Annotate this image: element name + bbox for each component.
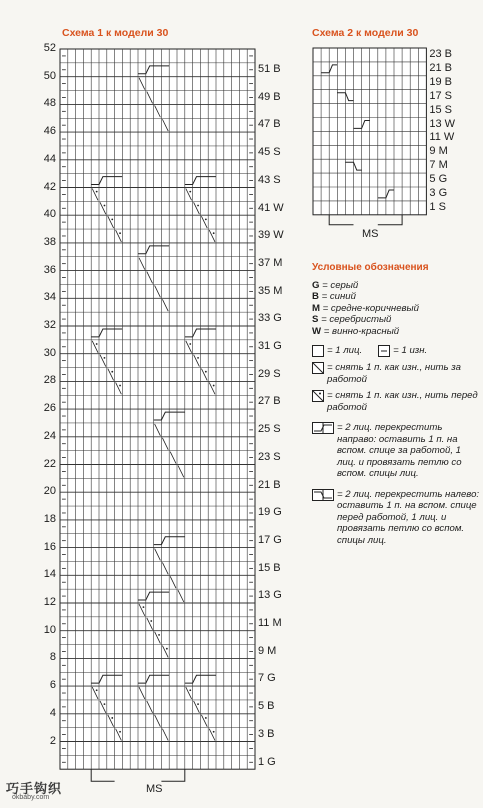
slip-front-dot xyxy=(189,689,191,691)
slip-front-dot xyxy=(96,343,98,345)
legend-color-g: G = серый xyxy=(312,279,359,291)
legend-color-m: M = средне-коричневый xyxy=(312,302,419,314)
row-number: 4 xyxy=(49,706,56,719)
row-number: 10 xyxy=(43,623,56,636)
row-number: 38 xyxy=(43,235,56,248)
chart2-row-label: 5 G xyxy=(429,173,448,186)
slip-front-dot xyxy=(119,385,121,387)
legend-slip-back: = снять 1 п. как изн., нить за работой xyxy=(312,362,480,385)
row-label: 31 G xyxy=(258,340,282,352)
slip-front-dot xyxy=(189,343,191,345)
purl-stitch-icon xyxy=(378,345,390,357)
row-number: 50 xyxy=(43,69,56,82)
slip-front-dot xyxy=(158,634,160,636)
row-number: 12 xyxy=(43,596,56,608)
row-label: 17 G xyxy=(258,533,282,546)
slip-front-dot xyxy=(213,731,215,733)
row-number: 18 xyxy=(43,512,56,525)
row-number: 20 xyxy=(43,485,56,498)
row-label: 49 B xyxy=(258,90,281,103)
slip-front-dot xyxy=(119,232,121,234)
chart2-row-label: 7 M xyxy=(429,159,448,172)
row-label: 23 S xyxy=(258,450,281,463)
cross-right-icon xyxy=(312,422,334,434)
row-label: 11 M xyxy=(258,617,282,629)
chart2-row-label: 9 M xyxy=(429,145,448,158)
slip-front-dot xyxy=(197,703,199,705)
slip-front-dot xyxy=(96,689,98,691)
row-number: 36 xyxy=(43,263,56,276)
chart2-row-label: 17 S xyxy=(429,89,453,102)
legend-cross-left: = 2 лиц. перекрестить налево: оставить 1 п. на вспом. спице перед работой, 1 лиц. и провязать петлю со вспом. спицы лиц. xyxy=(312,489,480,547)
row-number: 24 xyxy=(43,429,56,442)
legend-slip-front: = снять 1 п. как изн., нить перед работой xyxy=(312,390,480,413)
row-label: 43 S xyxy=(258,173,281,186)
legend-color-w: W = винно-красный xyxy=(312,325,400,337)
row-number: 6 xyxy=(49,679,56,692)
slip-front-dot xyxy=(111,218,113,220)
row-number: 34 xyxy=(43,291,56,304)
slip-front-dot xyxy=(111,371,113,373)
legend-cross-right: = 2 лиц. перекрестить направо: оставить 1 п. на вспом. спице за работой, 1 лиц. и провязать петлю со вспом. спицы лиц. xyxy=(312,422,480,480)
chart1-ms-bracket-right xyxy=(161,769,184,781)
chart2-row-label: 19 B xyxy=(429,75,453,88)
row-label: 45 S xyxy=(258,146,281,159)
watermark-logo: 巧手钩织 xyxy=(6,781,63,796)
row-label: 25 S xyxy=(258,423,281,436)
chart2-ms-label: MS xyxy=(362,228,379,240)
row-label: 47 B xyxy=(258,118,281,131)
row-number: 46 xyxy=(43,125,56,138)
row-label: 29 S xyxy=(258,367,281,380)
slip-front-dot xyxy=(111,717,113,719)
chart1-ms-label: MS xyxy=(146,783,163,795)
slip-front-dot xyxy=(205,717,207,719)
chart2-row-label: 3 G xyxy=(429,187,448,199)
slip-front-dot xyxy=(205,218,207,220)
legend-title: Условные обозначения xyxy=(312,262,429,273)
row-label: 33 G xyxy=(258,312,282,325)
chart2-row-label: 23 B xyxy=(429,48,453,60)
chart2-row-label: 1 S xyxy=(429,200,446,213)
row-number: 28 xyxy=(43,374,56,387)
row-label: 7 G xyxy=(258,672,276,685)
row-label: 3 B xyxy=(258,727,275,740)
chart2-row-label: 21 B xyxy=(429,61,453,74)
row-number: 8 xyxy=(49,651,56,664)
slip-front-dot xyxy=(96,191,98,193)
legend-knit-purl: = 1 лиц. = 1 изн. xyxy=(312,345,480,357)
row-label: 39 W xyxy=(258,229,284,242)
chart2-row-label: 15 S xyxy=(429,103,453,116)
row-number: 48 xyxy=(43,97,56,110)
row-number: 2 xyxy=(49,734,56,747)
row-number: 16 xyxy=(43,540,56,553)
row-number: 40 xyxy=(43,208,56,221)
slip-front-dot xyxy=(166,648,168,650)
slip-front-dot xyxy=(150,620,152,622)
slip-front-dot xyxy=(197,357,199,359)
row-label: 19 G xyxy=(258,506,282,519)
row-number: 44 xyxy=(43,152,56,165)
row-number: 42 xyxy=(43,180,56,193)
slip-front-dot xyxy=(104,703,106,705)
slip-front-dot xyxy=(197,205,199,207)
chart2-title: Схема 2 к модели 30 xyxy=(312,27,419,39)
chart2-ms-bracket-left xyxy=(329,215,353,225)
chart1-title: Схема 1 к модели 30 xyxy=(62,27,169,39)
row-label: 13 G xyxy=(258,589,282,602)
row-number: 30 xyxy=(43,346,56,359)
row-label: 51 B xyxy=(258,63,281,75)
chart2-row-label: 11 W xyxy=(429,131,455,144)
row-number: 26 xyxy=(43,402,56,415)
slip-back-icon xyxy=(312,362,324,374)
slip-front-dot xyxy=(213,232,215,234)
slip-front-icon xyxy=(312,390,324,402)
row-label: 21 B xyxy=(258,478,281,491)
chart2-ms-bracket-right xyxy=(378,215,402,225)
legend-color-s: S = серебристый xyxy=(312,314,392,325)
row-label: 41 W xyxy=(258,201,284,214)
slip-front-dot xyxy=(213,385,215,387)
chart1-ms-bracket-left xyxy=(91,769,114,781)
slip-front-dot xyxy=(104,357,106,359)
slip-front-dot xyxy=(189,191,191,193)
row-label: 1 G xyxy=(258,755,276,768)
slip-front-dot xyxy=(119,731,121,733)
row-label: 15 B xyxy=(258,561,281,574)
slip-front-dot xyxy=(104,205,106,207)
slip-front-dot xyxy=(205,371,207,373)
row-label: 9 M xyxy=(258,644,277,657)
row-label: 35 M xyxy=(258,284,283,297)
row-label: 5 B xyxy=(258,700,275,713)
watermark-url: okbaby.com xyxy=(12,794,50,801)
legend-color-b: B = синий xyxy=(312,291,356,302)
row-number: 32 xyxy=(43,319,56,331)
row-number: 14 xyxy=(43,568,56,581)
knit-stitch-icon xyxy=(312,345,324,357)
chart2-row-label: 13 W xyxy=(429,117,456,130)
cross-left-icon xyxy=(312,489,334,501)
row-number: 22 xyxy=(43,457,56,470)
legend xyxy=(312,262,480,546)
row-label: 37 M xyxy=(258,256,283,269)
row-label: 27 B xyxy=(258,395,281,408)
row-number: 52 xyxy=(43,42,56,54)
slip-front-dot xyxy=(143,606,145,608)
